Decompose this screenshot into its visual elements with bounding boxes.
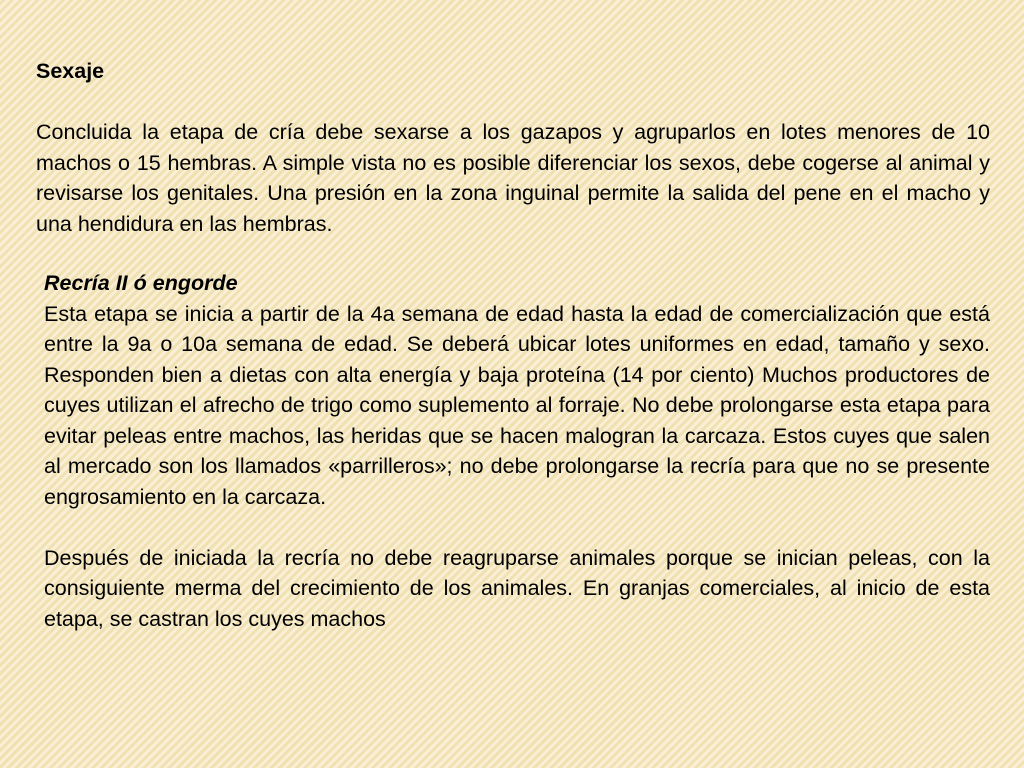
spacer: [44, 512, 990, 543]
paragraph-recria-2: Después de iniciada la recría no debe reagruparse animales porque se inician peleas, con la consiguiente merma del crecimiento de los animales. En granjas comerciales, al inicio de esta etapa, se castran los cuyes machos: [44, 545, 990, 631]
section-sexaje: [36, 56, 990, 239]
section-title-recria: Recría II ó engorde: [44, 271, 238, 295]
paragraph-sexaje: Concluida la etapa de cría debe sexarse a los gazapos y agruparlos en lotes menores de 10 machos o 15 hembras. A simple vista no es posible diferenciar los sexos, debe cogerse al animal y revisarse los genitales. Una presión en la zona inguinal permite la salida del pene en el macho y una hendidura en las hembras.: [36, 120, 990, 236]
spacer: [36, 87, 990, 118]
paragraph-recria-1: Esta etapa se inicia a partir de la 4a semana de edad hasta la edad de comercialización que está entre la 9a o 10a semana de edad. Se deberá ubicar lotes uniformes en edad, tamaño y sexo. Responden bien a dietas con alta energía y baja proteína (14 por ciento) Muchos productores de cuyes utilizan el afrecho de trigo como suplemento al forraje. No debe prolongarse esta etapa para evitar peleas entre machos, las heridas que se hacen malogran la carcaza. Estos cuyes que salen al mercado son los llamados «parrilleros»; no debe prolongarse la recría para que no se presente engrosamiento en la carcaza.: [44, 301, 990, 509]
section-recria: [44, 268, 990, 634]
section-title-sexaje: Sexaje: [36, 59, 105, 83]
